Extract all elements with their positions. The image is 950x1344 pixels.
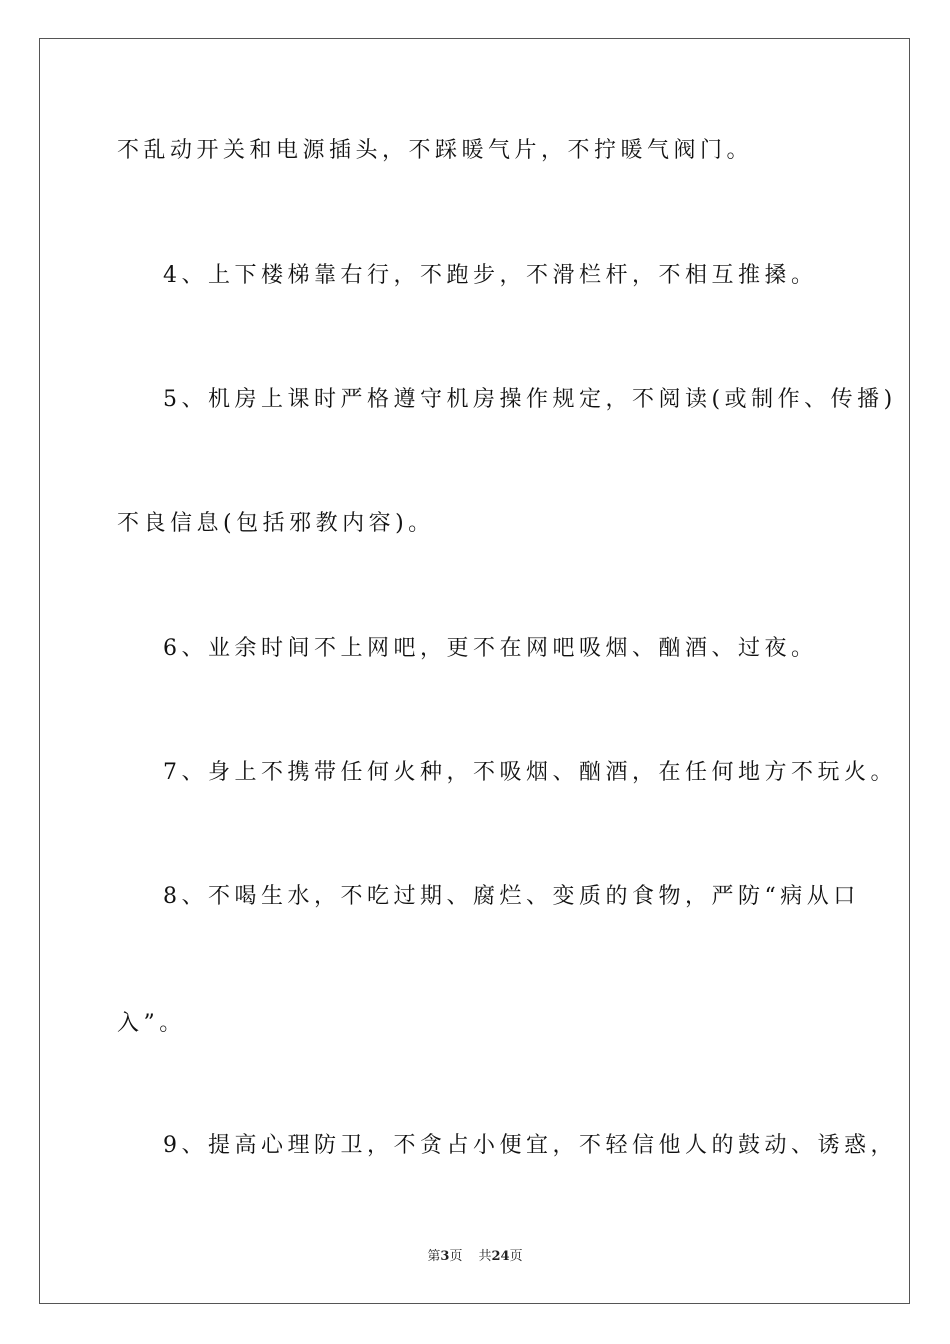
page-number-suffix: 页 xyxy=(449,1249,463,1264)
total-pages-prefix: 共 xyxy=(478,1249,492,1264)
body-line-9: 9、提高心理防卫，不贪占小便宜，不轻信他人的鼓动、诱惑， xyxy=(163,1133,897,1158)
total-pages: 24 xyxy=(491,1249,510,1264)
body-line-5: 6、业余时间不上网吧，更不在网吧吸烟、酗酒、过夜。 xyxy=(163,636,818,661)
body-line-8: 入”。 xyxy=(117,1011,186,1036)
page-border xyxy=(39,38,910,1304)
body-line-6: 7、身上不携带任何火种，不吸烟、酗酒，在任何地方不玩火。 xyxy=(163,760,897,785)
body-line-3: 5、机房上课时严格遵守机房操作规定，不阅读(或制作、传播) xyxy=(163,387,897,412)
page-number: 3 xyxy=(440,1249,450,1264)
body-line-1: 不乱动开关和电源插头，不踩暖气片，不拧暖气阀门。 xyxy=(117,138,754,163)
page-footer xyxy=(0,1248,950,1266)
body-line-7: 8、不喝生水，不吃过期、腐烂、变质的食物，严防“病从口 xyxy=(163,884,860,909)
body-line-2: 4、上下楼梯靠右行，不跑步，不滑栏杆，不相互推搡。 xyxy=(163,263,818,288)
page-number-prefix: 第 xyxy=(427,1249,441,1264)
body-line-4: 不良信息(包括邪教内容)。 xyxy=(117,511,435,536)
total-pages-suffix: 页 xyxy=(509,1249,523,1264)
